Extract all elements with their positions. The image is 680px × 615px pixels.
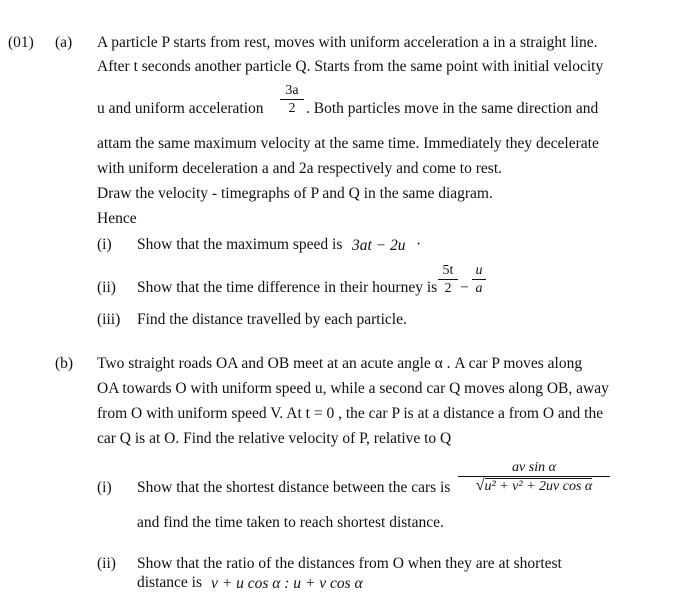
part-a-line-6: Draw the velocity - timegraphs of P and Q in the same diagram. xyxy=(97,185,493,202)
subpart-ii-text: Show that the time difference in their hourney is xyxy=(137,279,438,296)
fraction-denominator: 2 xyxy=(288,101,296,116)
fraction-numerator: 3a xyxy=(285,83,299,98)
shortest-distance-fraction xyxy=(458,460,610,494)
part-b-line-1: Two straight roads OA and OB meet at an acute angle α . A car P moves along xyxy=(97,355,583,372)
part-b-subpart-ii-line-2: distance is xyxy=(137,574,202,591)
fraction-denominator xyxy=(476,478,593,494)
time-fraction-2 xyxy=(472,263,486,296)
radicand: u² + v² + 2uv cos α xyxy=(484,479,593,494)
fraction-denominator: 2 xyxy=(444,281,452,296)
ratio-expression: v + u cos α : u + v cos α xyxy=(211,575,363,592)
part-b-line-3: from O with uniform speed V. At t = 0 , the car P is at a distance a from O and the xyxy=(97,405,604,422)
fraction-numerator: u xyxy=(475,263,483,278)
subpart-i-text: Show that the maximum speed is xyxy=(137,236,343,253)
part-b-subpart-ii-label: (ii) xyxy=(97,555,116,572)
part-b-subpart-i-label: (i) xyxy=(97,479,112,496)
part-b-line-2: OA towards O with uniform speed u, while a second car Q moves along OB, away xyxy=(97,380,609,397)
minus-sign: − xyxy=(460,279,469,296)
part-b-label: (b) xyxy=(55,355,74,372)
part-b-line-4: car Q is at O. Find the relative velocity of P, relative to Q xyxy=(97,430,452,447)
subpart-i-label: (i) xyxy=(97,236,112,253)
time-fraction-1 xyxy=(438,263,458,296)
part-a-line-3-start: u and uniform acceleration xyxy=(97,100,264,117)
acceleration-fraction xyxy=(280,83,304,116)
part-a-line-4: attam the same maximum velocity at the same time. Immediately they decelerate xyxy=(97,135,599,152)
subpart-i-end: · xyxy=(416,236,422,253)
part-b-subpart-i-text: Show that the shortest distance between the cars is xyxy=(137,479,451,496)
subpart-iii-label: (iii) xyxy=(97,311,121,328)
subpart-iii-text: Find the distance travelled by each particle. xyxy=(137,311,407,328)
subpart-ii-label: (ii) xyxy=(97,279,116,296)
part-a-line-3-end: . Both particles move in the same direction and xyxy=(306,100,599,117)
fraction-numerator: av sin α xyxy=(512,460,556,475)
subpart-i-expression: 3at − 2u xyxy=(352,237,406,254)
fraction-numerator: 5t xyxy=(442,263,454,278)
part-b-subpart-ii-line-1: Show that the ratio of the distances from O when they are at shortest xyxy=(137,555,562,572)
question-number: (01) xyxy=(8,34,34,51)
part-a-line-2: After t seconds another particle Q. Starts from the same point with initial velocity xyxy=(97,58,604,75)
square-root-icon: √ xyxy=(475,477,485,494)
part-a-label: (a) xyxy=(55,34,73,51)
part-a-hence: Hence xyxy=(97,210,137,227)
part-a-line-1: A particle P starts from rest, moves with uniform acceleration a in a straight line. xyxy=(97,34,598,51)
part-b-subpart-i-line-2: and find the time taken to reach shortest distance. xyxy=(137,514,444,531)
fraction-denominator: a xyxy=(475,281,483,296)
part-a-line-5: with uniform deceleration a and 2a respectively and come to rest. xyxy=(97,160,502,177)
